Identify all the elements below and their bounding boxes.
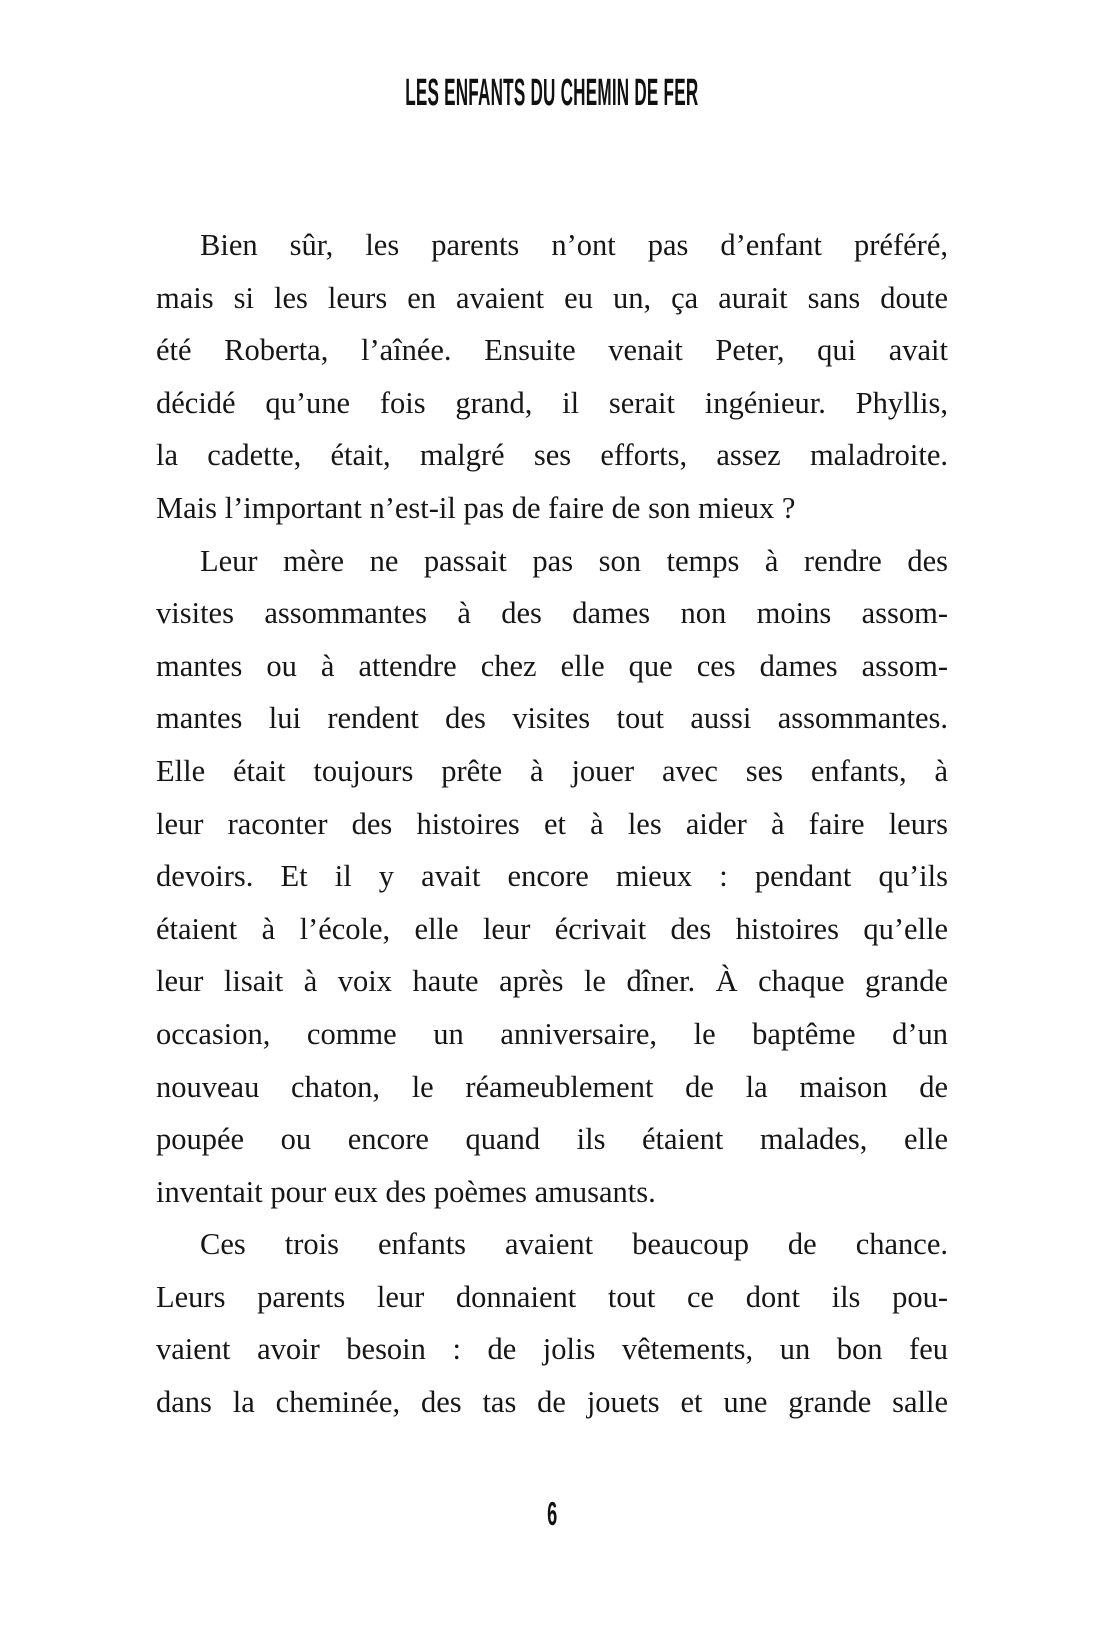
text-line: vaient avoir besoin : de jolis vêtements, un bon feu xyxy=(156,1332,948,1367)
paragraph xyxy=(156,219,948,535)
text-line: la cadette, était, malgré ses efforts, assez maladroite. xyxy=(156,438,948,473)
text-line: décidé qu’une fois grand, il serait ingénieur. Phyllis, xyxy=(156,385,948,420)
paragraph xyxy=(156,535,948,1219)
text-line: dans la cheminée, des tas de jouets et une grande salle xyxy=(156,1385,948,1420)
text-line: mantes lui rendent des visites tout aussi assommantes. xyxy=(156,701,948,736)
book-title: LES ENFANTS DU CHEMIN DE FER xyxy=(405,72,699,114)
text-line: mais si les leurs en avaient eu un, ça aurait sans doute xyxy=(156,280,948,315)
text-line: visites assommantes à des dames non moins assom- xyxy=(156,596,948,631)
running-header xyxy=(156,74,948,112)
text-line: Leurs parents leur donnaient tout ce dont ils pou- xyxy=(156,1279,948,1314)
text-line: inventait pour eux des poèmes amusants. xyxy=(156,1174,656,1209)
text-line: Bien sûr, les parents n’ont pas d’enfant préféré, xyxy=(200,228,948,262)
page-number: 6 xyxy=(546,1495,558,1532)
text-line: nouveau chaton, le réameublement de la maison de xyxy=(156,1069,948,1104)
text-line: poupée ou encore quand ils étaient malades, elle xyxy=(156,1122,948,1157)
text-line: Ces trois enfants avaient beaucoup de chance. xyxy=(200,1227,948,1262)
page-footer xyxy=(156,1497,948,1530)
text-line: Leur mère ne passait pas son temps à rendre des xyxy=(200,543,948,578)
text-line: devoirs. Et il y avait encore mieux : pendant qu’ils xyxy=(156,859,948,894)
text-line: leur raconter des histoires et à les aider à faire leurs xyxy=(156,806,948,841)
text-line: étaient à l’école, elle leur écrivait des histoires qu’elle xyxy=(156,911,948,946)
paragraph xyxy=(156,1218,948,1428)
text-line: Elle était toujours prête à jouer avec ses enfants, à xyxy=(156,753,948,788)
body-text xyxy=(156,219,948,1429)
text-line: été Roberta, l’aînée. Ensuite venait Peter, qui avait xyxy=(156,333,948,368)
text-line: mantes ou à attendre chez elle que ces dames assom- xyxy=(156,648,948,683)
text-line: leur lisait à voix haute après le dîner. À chaque grande xyxy=(156,964,948,999)
text-line: occasion, comme un anniversaire, le baptême d’un xyxy=(156,1016,948,1051)
text-line: Mais l’important n’est-il pas de faire de son mieux ? xyxy=(156,490,796,525)
